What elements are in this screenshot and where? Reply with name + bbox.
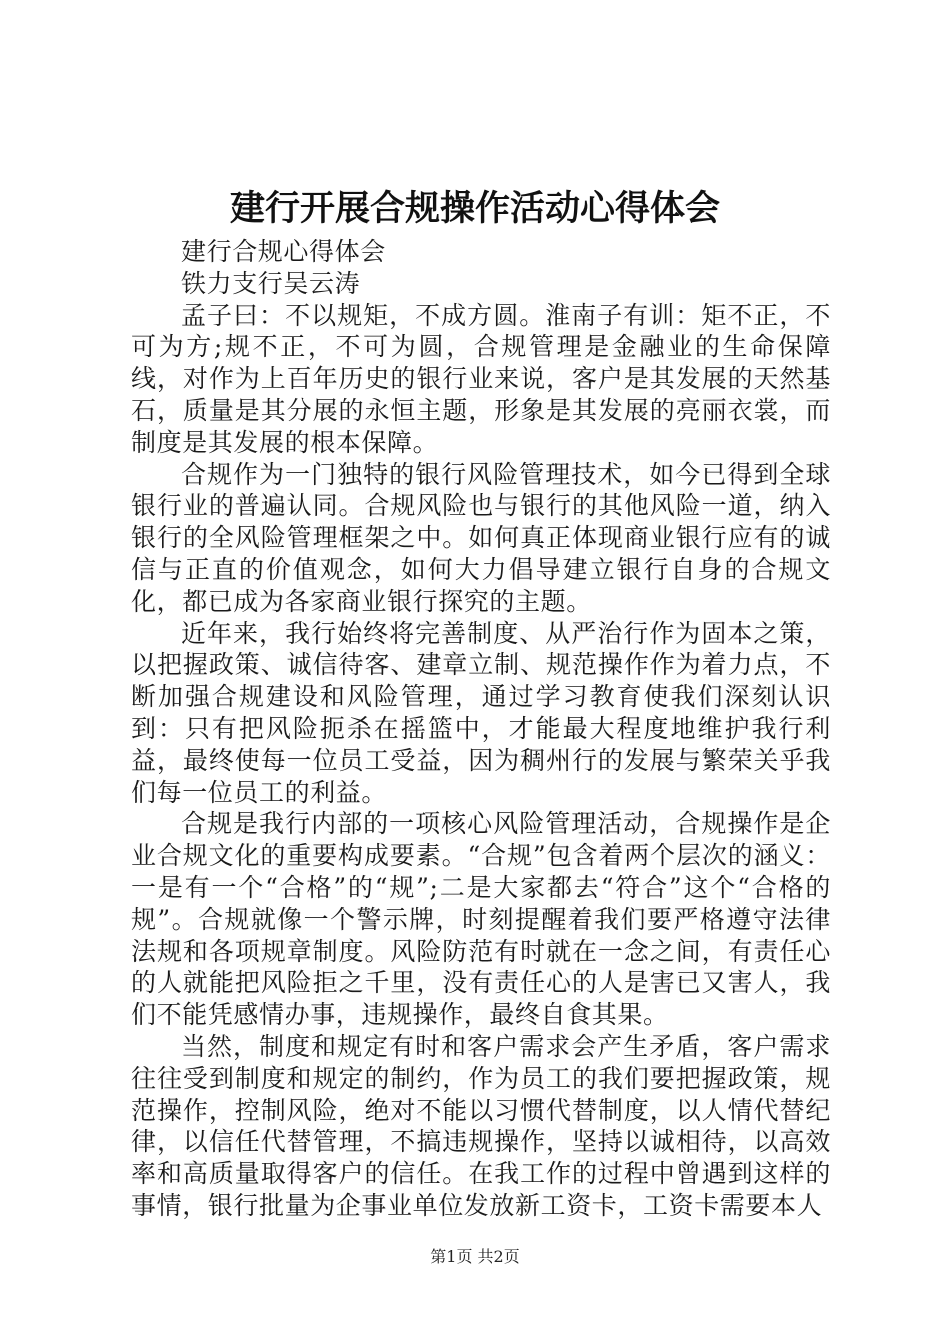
paragraph: 近年来，我行始终将完善制度、从严治行作为固本之策，以把握政策、诚信待客、建章立制、规范操作作为着力点，不断加强合规建设和风险管理，通过学习教育使我们深刻认识到：只有把风险扼杀在摇篮中，才能最大程度地维护我行利益，最终使每一位员工受益，因为稠州行的发展与繁荣关乎我们每一位员工的利益。 <box>131 618 831 807</box>
paragraph: 合规作为一门独特的银行风险管理技术，如今已得到全球银行业的普遍认同。合规风险也与银行的其他风险一道，纳入银行的全风险管理框架之中。如何真正体现商业银行应有的诚信与正直的价值观念，如何大力倡导建立银行自身的合规文化，都已成为各家商业银行探究的主题。 <box>131 459 831 616</box>
paragraph: 合规是我行内部的一项核心风险管理活动，合规操作是企业合规文化的重要构成要素。“合规”包含着两个层次的涵义：一是有一个“合格”的“规”;二是大家都去“符合”这个“合格的规”。合规就像一个警示牌，时刻提醒着我们要严格遵守法律法规和各项规章制度。风险防范有时就在一念之间，有责任心的人就能把风险拒之千里，没有责任心的人是害已又害人，我们不能凭感情办事，违规操作，最终自食其果。 <box>131 809 831 1030</box>
page-footer: 第1页 共2页 <box>430 1247 520 1266</box>
document-title: 建行开展合规操作活动心得体会 <box>229 189 720 229</box>
paragraph: 铁力支行吴云涛 <box>181 268 361 298</box>
paragraph: 当然，制度和规定有时和客户需求会产生矛盾，客户需求往往受到制度和规定的制约，作为员工的我们要把握政策，规范操作，控制风险，绝对不能以习惯代替制度，以人情代替纪律，以信任代替管理，不搞违规操作，坚持以诚相待，以高效率和高质量取得客户的信任。在我工作的过程中曾遇到这样的事情，银行批量为企事业单位发放新工资卡，工资卡需要本人 <box>131 1031 831 1220</box>
document-body <box>131 236 831 1222</box>
paragraph: 孟子曰：不以规矩，不成方圆。淮南子有训：矩不正，不可为方;规不正，不可为圆，合规管理是金融业的生命保障线，对作为上百年历史的银行业来说，客户是其发展的天然基石，质量是其分展的永恒主题，形象是其发展的亮丽衣裳，而制度是其发展的根本保障。 <box>131 300 831 457</box>
paragraph: 建行合规心得体会 <box>181 237 386 266</box>
